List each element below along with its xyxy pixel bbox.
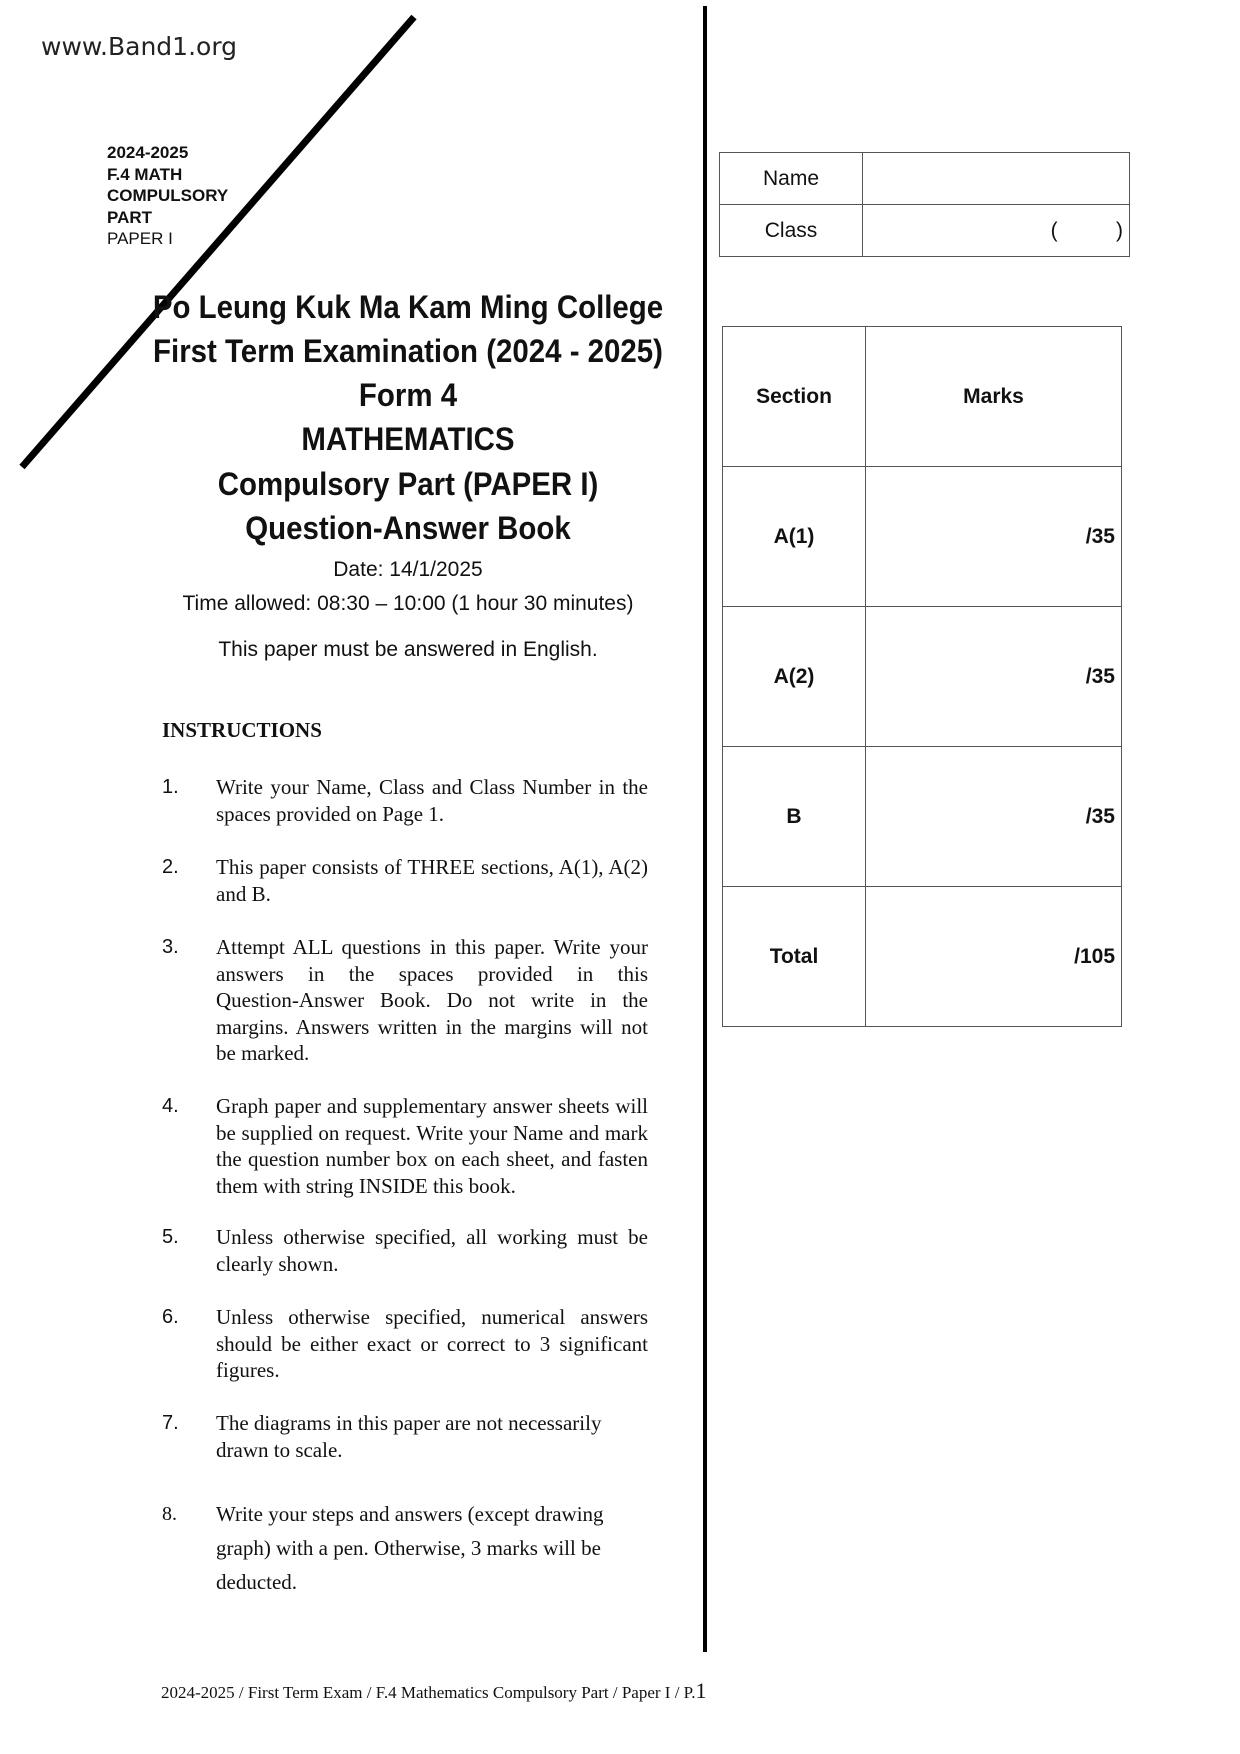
instruction-number: 1.	[162, 776, 179, 798]
margin-divider-line	[703, 6, 707, 1652]
instruction-line: answers in the spaces provided in this	[216, 961, 648, 986]
instruction-text	[216, 1093, 648, 1199]
instruction-number: 4.	[162, 1095, 179, 1117]
instruction-text	[216, 1497, 648, 1599]
page-number: 1	[695, 1678, 707, 1703]
instruction-line: Unless otherwise specified, all working must be	[216, 1225, 648, 1249]
instruction-line: Write your steps and answers (except drawing	[216, 1502, 604, 1526]
watermark-url: www.Band1.org	[41, 32, 238, 61]
header-line: PART	[107, 207, 153, 227]
instruction-line: margins. Answers written in the margins will not	[216, 1014, 648, 1039]
instruction-line: figures.	[216, 1358, 280, 1382]
school-name: Po Leung Kuk Ma Kam Ming College	[152, 289, 664, 325]
footer-text: 2024-2025 / First Term Exam / F.4 Mathematics Compulsory Part / Paper I / P.	[161, 1683, 696, 1702]
instruction-text	[216, 934, 648, 1067]
class-label: Class	[720, 205, 863, 257]
instruction-text	[216, 1224, 648, 1277]
marks-table	[722, 326, 1122, 1027]
name-field[interactable]	[863, 153, 1130, 205]
instruction-line: deducted.	[216, 1570, 298, 1594]
instruction-line: Write your Name, Class and Class Number in the	[216, 775, 648, 799]
header-line: 2024-2025	[107, 143, 189, 162]
instruction-line: Question-Answer Book. Do not write in the	[216, 988, 648, 1012]
marks-header: Marks	[866, 327, 1122, 467]
table-row	[723, 747, 1122, 887]
instruction-line: spaces provided on Page 1.	[216, 801, 445, 826]
instruction-number: 8.	[162, 1503, 177, 1525]
language-note: This paper must be answered in English.	[218, 638, 598, 661]
marks-cell: /105	[866, 887, 1122, 1027]
instruction-text	[216, 854, 648, 907]
table-row	[723, 467, 1122, 607]
section-cell: B	[723, 747, 866, 887]
marks-cell: /35	[866, 467, 1122, 607]
header-line: F.4 MATH	[107, 164, 183, 184]
marks-cell: /35	[866, 607, 1122, 747]
marks-cell: /35	[866, 747, 1122, 887]
instruction-number: 3.	[162, 936, 179, 958]
instruction-number: 2.	[162, 856, 179, 878]
instruction-number: 5.	[162, 1226, 179, 1248]
table-row	[723, 607, 1122, 747]
time-allowed: Time allowed: 08:30 – 10:00 (1 hour 30 minutes)	[182, 592, 634, 615]
section-cell: A(2)	[723, 607, 866, 747]
subject-title: MATHEMATICS	[301, 421, 515, 457]
student-id-table	[719, 152, 1130, 257]
paper-code-block	[107, 142, 228, 250]
section-cell: A(1)	[723, 467, 866, 607]
page-footer	[161, 1678, 707, 1704]
instruction-line: graph) with a pen. Otherwise, 3 marks will be	[216, 1536, 601, 1560]
instruction-number: 7.	[162, 1412, 179, 1434]
instruction-line: clearly shown.	[216, 1251, 339, 1276]
instruction-line: be supplied on request. Write your Name and mark	[216, 1120, 648, 1145]
instruction-text	[216, 774, 648, 827]
instruction-line: Graph paper and supplementary answer sheets will	[216, 1094, 648, 1118]
name-label: Name	[720, 153, 863, 205]
instruction-line: This paper consists of THREE sections, A(1), A(2)	[216, 855, 648, 879]
instruction-line: them with string INSIDE this book.	[216, 1173, 516, 1198]
instruction-line: Attempt ALL questions in this paper. Write your	[216, 935, 648, 959]
class-field[interactable]	[863, 205, 1130, 257]
instruction-line: and B.	[216, 881, 271, 906]
instruction-number: 6.	[162, 1306, 179, 1328]
paper-title: Compulsory Part (PAPER I)	[217, 466, 599, 502]
book-title: Question-Answer Book	[245, 510, 571, 546]
instruction-line: drawn to scale.	[216, 1437, 343, 1462]
instruction-line: should be either exact or correct to 3 significant	[216, 1331, 648, 1356]
instruction-line: be marked.	[216, 1041, 310, 1065]
table-row	[723, 887, 1122, 1027]
instruction-text	[216, 1304, 648, 1384]
instruction-line: The diagrams in this paper are not necessarily	[216, 1411, 602, 1435]
exam-title: First Term Examination (2024 - 2025)	[153, 333, 663, 369]
class-number-brackets: ( )	[1050, 218, 1123, 242]
form-level: Form 4	[358, 377, 458, 413]
section-cell: Total	[723, 887, 866, 1027]
header-line: PAPER I	[107, 229, 173, 248]
section-header: Section	[723, 327, 866, 467]
instruction-line: Unless otherwise specified, numerical answers	[216, 1305, 648, 1329]
exam-date: Date: 14/1/2025	[333, 558, 483, 581]
instructions-heading: INSTRUCTIONS	[162, 718, 322, 742]
instruction-text	[216, 1410, 648, 1463]
instruction-line: the question number box on each sheet, and fasten	[216, 1147, 648, 1171]
header-line: COMPULSORY	[107, 186, 229, 205]
